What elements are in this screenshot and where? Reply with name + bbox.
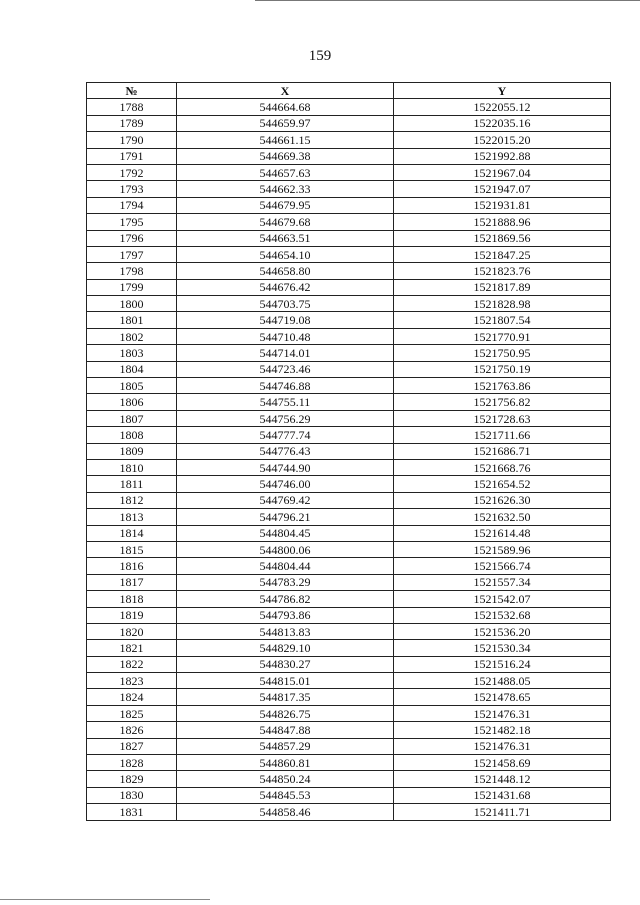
table-row: [87, 804, 611, 820]
table-header-row: [87, 83, 611, 99]
table-row: [87, 541, 611, 557]
table-row: [87, 738, 611, 754]
cell-y: 1521530.34: [394, 640, 611, 656]
cell-y: 1521750.95: [394, 345, 611, 361]
cell-x: 544777.74: [177, 427, 394, 443]
table-row: [87, 591, 611, 607]
header-x: X: [177, 83, 394, 99]
cell-x: 544662.33: [177, 181, 394, 197]
cell-y: 1521431.68: [394, 787, 611, 803]
cell-x: 544723.46: [177, 361, 394, 377]
cell-x: 544826.75: [177, 705, 394, 721]
table-row: [87, 246, 611, 262]
cell-y: 1521847.25: [394, 246, 611, 262]
cell-y: 1521668.76: [394, 459, 611, 475]
cell-y: 1521750.19: [394, 361, 611, 377]
cell-y: 1521947.07: [394, 181, 611, 197]
table-row: [87, 509, 611, 525]
table-row: [87, 312, 611, 328]
cell-x: 544658.80: [177, 263, 394, 279]
cell-x: 544676.42: [177, 279, 394, 295]
cell-number: 1830: [87, 787, 177, 803]
cell-number: 1812: [87, 492, 177, 508]
table-row: [87, 328, 611, 344]
cell-y: 1521532.68: [394, 607, 611, 623]
cell-x: 544860.81: [177, 755, 394, 771]
cell-number: 1829: [87, 771, 177, 787]
page-number: 159: [308, 48, 332, 64]
cell-y: 1521756.82: [394, 394, 611, 410]
table-row: [87, 705, 611, 721]
cell-number: 1798: [87, 263, 177, 279]
table-row: [87, 607, 611, 623]
cell-x: 544659.97: [177, 115, 394, 131]
cell-x: 544815.01: [177, 673, 394, 689]
cell-number: 1823: [87, 673, 177, 689]
cell-number: 1831: [87, 804, 177, 820]
cell-y: 1521476.31: [394, 738, 611, 754]
cell-x: 544829.10: [177, 640, 394, 656]
cell-y: 1521823.76: [394, 263, 611, 279]
cell-number: 1810: [87, 459, 177, 475]
cell-y: 1521992.88: [394, 148, 611, 164]
cell-y: 1521711.66: [394, 427, 611, 443]
cell-y: 1521807.54: [394, 312, 611, 328]
cell-y: 1521566.74: [394, 558, 611, 574]
cell-number: 1791: [87, 148, 177, 164]
cell-x: 544714.01: [177, 345, 394, 361]
header-y: Y: [394, 83, 611, 99]
cell-y: 1521557.34: [394, 574, 611, 590]
cell-x: 544703.75: [177, 296, 394, 312]
table-row: [87, 755, 611, 771]
cell-number: 1824: [87, 689, 177, 705]
cell-y: 1522035.16: [394, 115, 611, 131]
cell-y: 1521888.96: [394, 214, 611, 230]
cell-x: 544756.29: [177, 410, 394, 426]
cell-x: 544654.10: [177, 246, 394, 262]
table-row: [87, 476, 611, 492]
cell-number: 1821: [87, 640, 177, 656]
cell-number: 1790: [87, 132, 177, 148]
table-row: [87, 230, 611, 246]
cell-x: 544847.88: [177, 722, 394, 738]
table-row: [87, 296, 611, 312]
cell-number: 1806: [87, 394, 177, 410]
cell-y: 1521770.91: [394, 328, 611, 344]
table-row: [87, 787, 611, 803]
table-row: [87, 673, 611, 689]
table-row: [87, 459, 611, 475]
cell-number: 1818: [87, 591, 177, 607]
cell-number: 1802: [87, 328, 177, 344]
cell-number: 1788: [87, 99, 177, 115]
cell-x: 544663.51: [177, 230, 394, 246]
cell-y: 1521967.04: [394, 164, 611, 180]
cell-x: 544776.43: [177, 443, 394, 459]
cell-y: 1521763.86: [394, 378, 611, 394]
cell-number: 1800: [87, 296, 177, 312]
cell-x: 544800.06: [177, 541, 394, 557]
cell-y: 1521542.07: [394, 591, 611, 607]
cell-y: 1521626.30: [394, 492, 611, 508]
cell-number: 1828: [87, 755, 177, 771]
table-row: [87, 656, 611, 672]
cell-number: 1820: [87, 623, 177, 639]
cell-x: 544719.08: [177, 312, 394, 328]
table-row: [87, 181, 611, 197]
table-row: [87, 345, 611, 361]
table-row: [87, 197, 611, 213]
table-row: [87, 640, 611, 656]
cell-y: 1521931.81: [394, 197, 611, 213]
cell-x: 544710.48: [177, 328, 394, 344]
cell-y: 1521728.63: [394, 410, 611, 426]
header-number: №: [87, 83, 177, 99]
table-row: [87, 99, 611, 115]
cell-number: 1817: [87, 574, 177, 590]
cell-y: 1521828.98: [394, 296, 611, 312]
cell-number: 1797: [87, 246, 177, 262]
table-row: [87, 164, 611, 180]
table-row: [87, 394, 611, 410]
table-row: [87, 722, 611, 738]
cell-y: 1521482.18: [394, 722, 611, 738]
cell-x: 544669.38: [177, 148, 394, 164]
cell-y: 1521448.12: [394, 771, 611, 787]
cell-number: 1803: [87, 345, 177, 361]
cell-x: 544796.21: [177, 509, 394, 525]
cell-x: 544845.53: [177, 787, 394, 803]
cell-number: 1805: [87, 378, 177, 394]
table-row: [87, 361, 611, 377]
top-rule: [255, 0, 640, 1]
cell-x: 544657.63: [177, 164, 394, 180]
cell-x: 544661.15: [177, 132, 394, 148]
cell-number: 1804: [87, 361, 177, 377]
cell-y: 1521817.89: [394, 279, 611, 295]
table-row: [87, 378, 611, 394]
cell-y: 1521536.20: [394, 623, 611, 639]
cell-number: 1814: [87, 525, 177, 541]
cell-y: 1521589.96: [394, 541, 611, 557]
cell-number: 1811: [87, 476, 177, 492]
table-row: [87, 558, 611, 574]
cell-x: 544804.44: [177, 558, 394, 574]
cell-y: 1521654.52: [394, 476, 611, 492]
cell-y: 1521488.05: [394, 673, 611, 689]
cell-number: 1822: [87, 656, 177, 672]
cell-number: 1807: [87, 410, 177, 426]
cell-x: 544679.95: [177, 197, 394, 213]
cell-number: 1815: [87, 541, 177, 557]
cell-number: 1808: [87, 427, 177, 443]
cell-number: 1793: [87, 181, 177, 197]
cell-y: 1521476.31: [394, 705, 611, 721]
cell-number: 1826: [87, 722, 177, 738]
cell-y: 1521458.69: [394, 755, 611, 771]
cell-number: 1789: [87, 115, 177, 131]
cell-x: 544746.00: [177, 476, 394, 492]
cell-x: 544783.29: [177, 574, 394, 590]
cell-number: 1827: [87, 738, 177, 754]
table-row: [87, 492, 611, 508]
table-row: [87, 148, 611, 164]
table-row: [87, 214, 611, 230]
cell-y: 1521516.24: [394, 656, 611, 672]
cell-x: 544858.46: [177, 804, 394, 820]
cell-number: 1816: [87, 558, 177, 574]
cell-x: 544786.82: [177, 591, 394, 607]
table-row: [87, 410, 611, 426]
table-row: [87, 574, 611, 590]
cell-x: 544769.42: [177, 492, 394, 508]
cell-x: 544793.86: [177, 607, 394, 623]
cell-number: 1796: [87, 230, 177, 246]
cell-number: 1809: [87, 443, 177, 459]
bottom-rule: [0, 899, 210, 900]
cell-x: 544804.45: [177, 525, 394, 541]
cell-number: 1799: [87, 279, 177, 295]
cell-number: 1819: [87, 607, 177, 623]
cell-number: 1825: [87, 705, 177, 721]
cell-number: 1794: [87, 197, 177, 213]
cell-x: 544850.24: [177, 771, 394, 787]
cell-y: 1521686.71: [394, 443, 611, 459]
table-row: [87, 115, 611, 131]
cell-y: 1521632.50: [394, 509, 611, 525]
cell-y: 1521614.48: [394, 525, 611, 541]
cell-y: 1522055.12: [394, 99, 611, 115]
cell-y: 1522015.20: [394, 132, 611, 148]
cell-x: 544817.35: [177, 689, 394, 705]
cell-x: 544813.83: [177, 623, 394, 639]
cell-y: 1521478.65: [394, 689, 611, 705]
table-body: [87, 99, 611, 820]
table-row: [87, 525, 611, 541]
table-row: [87, 427, 611, 443]
table-row: [87, 263, 611, 279]
cell-number: 1792: [87, 164, 177, 180]
cell-x: 544664.68: [177, 99, 394, 115]
cell-x: 544830.27: [177, 656, 394, 672]
cell-number: 1813: [87, 509, 177, 525]
cell-y: 1521869.56: [394, 230, 611, 246]
cell-number: 1795: [87, 214, 177, 230]
table-row: [87, 443, 611, 459]
coordinates-table: [86, 82, 611, 821]
cell-number: 1801: [87, 312, 177, 328]
cell-x: 544746.88: [177, 378, 394, 394]
table-row: [87, 623, 611, 639]
cell-x: 544744.90: [177, 459, 394, 475]
table-row: [87, 279, 611, 295]
cell-y: 1521411.71: [394, 804, 611, 820]
cell-x: 544857.29: [177, 738, 394, 754]
table-row: [87, 689, 611, 705]
table-row: [87, 771, 611, 787]
cell-x: 544755.11: [177, 394, 394, 410]
table-row: [87, 132, 611, 148]
cell-x: 544679.68: [177, 214, 394, 230]
